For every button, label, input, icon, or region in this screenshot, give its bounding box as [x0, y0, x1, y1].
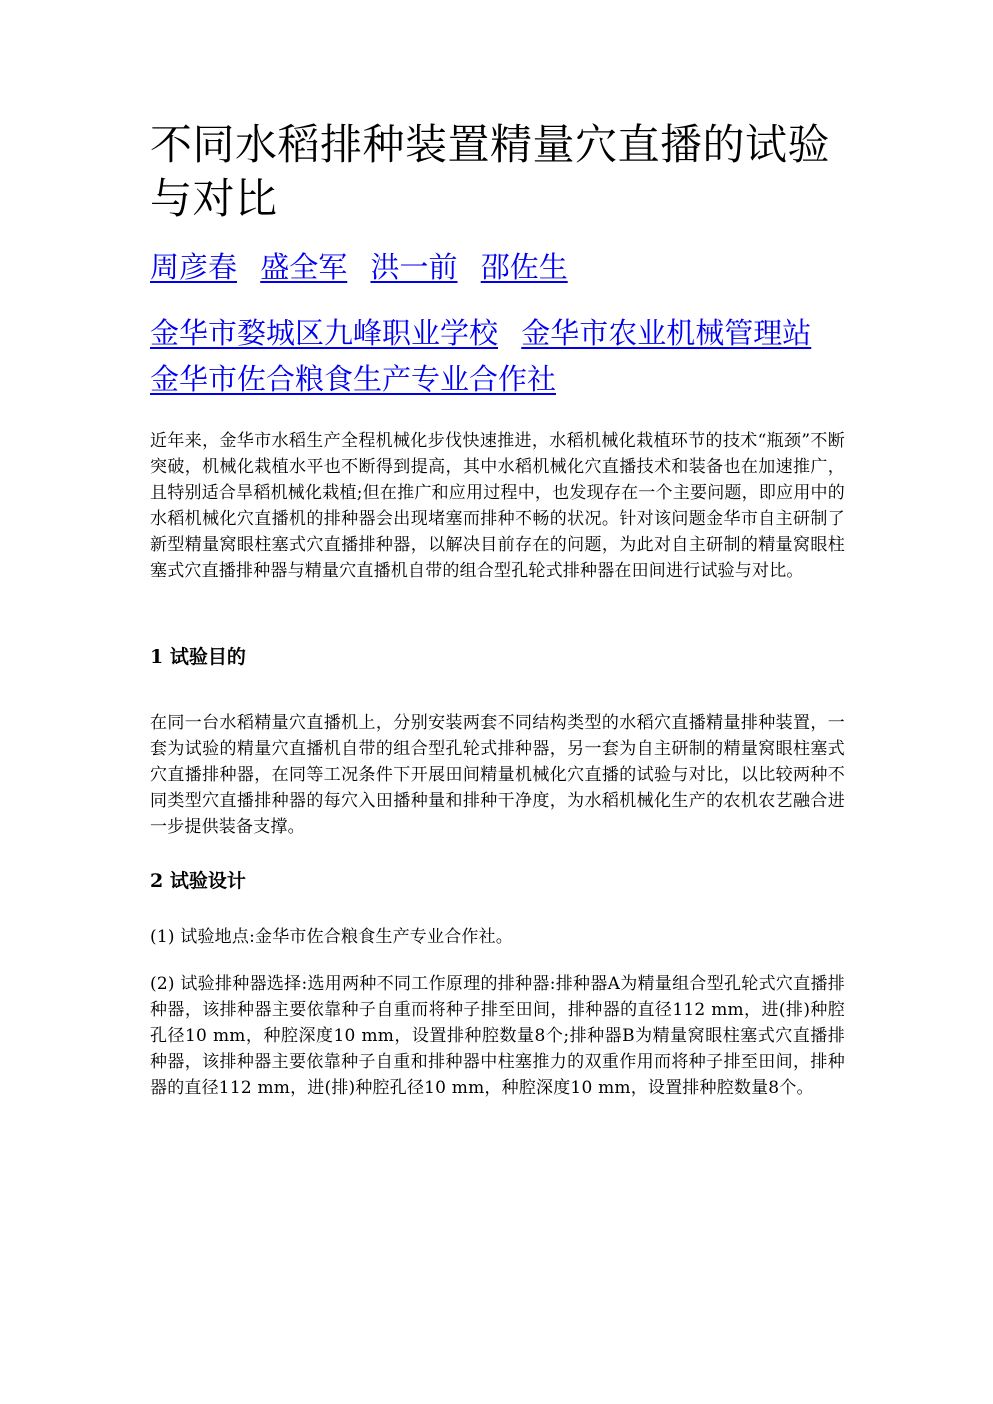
section-2-item-2: (2) 试验排种器选择:选用两种不同工作原理的排种器:排种器A为精量组合型孔轮式穴直播排种器，该排种器主要依靠种子自重而将种子排至田间，排种器的直径112 mm，进(排)种腔孔径10 mm，种腔深度10 mm，设置排种腔数量8个;排种器B为精量窝眼柱塞式穴直播排种器，该排种器主要依靠种子自重和排种器中柱塞推力的双重作用而将种子排至田间，排种器的直径112 mm，进(排)种腔孔径10 mm，种腔深度10 mm，设置排种腔数量8个。	[150, 974, 845, 1098]
abstract-paragraph: 近年来，金华市水稻生产全程机械化步伐快速推进，水稻机械化栽植环节的技术“瓶颈”不断突破，机械化栽植水平也不断得到提高，其中水稻机械化穴直播技术和装备也在加速推广，且特别适合旱稻机械化栽植;但在推广和应用过程中，也发现存在一个主要问题，即应用中的水稻机械化穴直播机的排种器会出现堵塞而排种不畅的状况。针对该问题金华市自主研制了新型精量窝眼柱塞式穴直播排种器，以解决目前存在的问题，为此对自主研制的精量窝眼柱塞式穴直播排种器与精量穴直播机自带的组合型孔轮式排种器在田间进行试验与对比。	[150, 431, 845, 581]
section-1-heading: 1 试验目的	[150, 646, 246, 668]
author-link[interactable]: 邵佐生	[480, 250, 568, 284]
document-page	[150, 118, 845, 1101]
section-2-item-1: (1) 试验地点:金华市佐合粮食生产专业合作社。	[150, 927, 514, 947]
affiliation-link[interactable]: 金华市婺城区九峰职业学校	[150, 316, 499, 350]
article-title: 不同水稻排种装置精量穴直播的试验与对比	[150, 120, 831, 223]
affiliation-link[interactable]: 金华市佐合粮食生产专业合作社	[150, 362, 557, 396]
author-list	[150, 248, 845, 286]
section-1-paragraph: 在同一台水稻精量穴直播机上，分别安装两套不同结构类型的水稻穴直播精量排种装置，一套为试验的精量穴直播机自带的组合型孔轮式排种器，另一套为自主研制的精量窝眼柱塞式穴直播排种器，在同等工况条件下开展田间精量机械化穴直播的试验与对比，以比较两种不同类型穴直播排种器的每穴入田播种量和排种干净度，为水稻机械化生产的农机农艺融合进一步提供装备支撑。	[150, 713, 845, 837]
author-link[interactable]: 洪一前	[370, 250, 458, 284]
author-link[interactable]: 盛全军	[260, 250, 348, 284]
section-2-heading: 2 试验设计	[150, 870, 246, 892]
affiliation-list	[150, 310, 845, 402]
affiliation-link[interactable]: 金华市农业机械管理站	[521, 316, 812, 350]
author-link[interactable]: 周彦春	[150, 250, 238, 284]
